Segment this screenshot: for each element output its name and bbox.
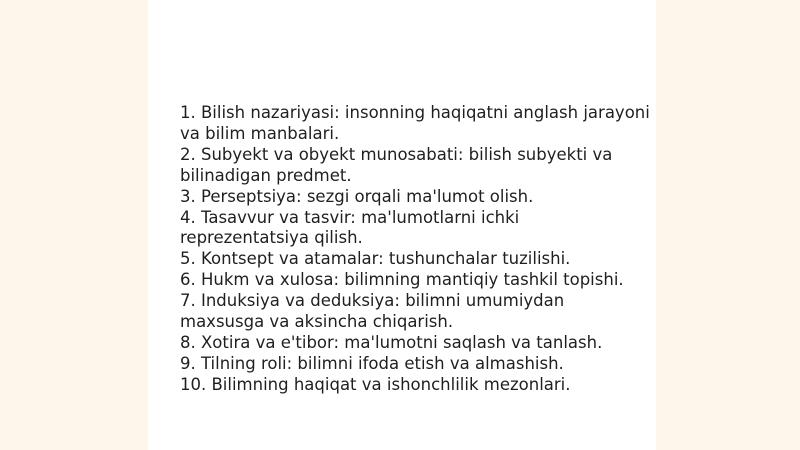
list-item: 3. Perseptsiya: sezgi orqali ma'lumot olish. <box>180 186 534 206</box>
list-item: 2. Subyekt va obyekt munosabati: bilish subyekti va bilinadigan predmet. <box>180 144 613 185</box>
list-item: 10. Bilimning haqiqat va ishonchlilik mezonlari. <box>180 374 571 394</box>
numbered-list <box>180 103 650 396</box>
list-item: 6. Hukm va xulosa: bilimning mantiqiy tashkil topishi. <box>180 270 624 290</box>
document-page <box>148 0 656 450</box>
list-item: 1. Bilish nazariyasi: insonning haqiqatni anglash jarayoni va bilim manbalari. <box>180 103 650 143</box>
list-item: 8. Xotira va e'tibor: ma'lumotni saqlash va tanlash. <box>180 332 603 352</box>
list-item: 4. Tasavvur va tasvir: ma'lumotlarni ichki reprezentatsiya qilish. <box>180 207 520 248</box>
list-item: 5. Kontsept va atamalar: tushunchalar tuzilishi. <box>180 249 571 269</box>
list-item: 7. Induksiya va deduksiya: bilimni umumiydan maxsusga va aksincha chiqarish. <box>180 291 565 332</box>
list-item: 9. Tilning roli: bilimni ifoda etish va almashish. <box>180 353 564 373</box>
